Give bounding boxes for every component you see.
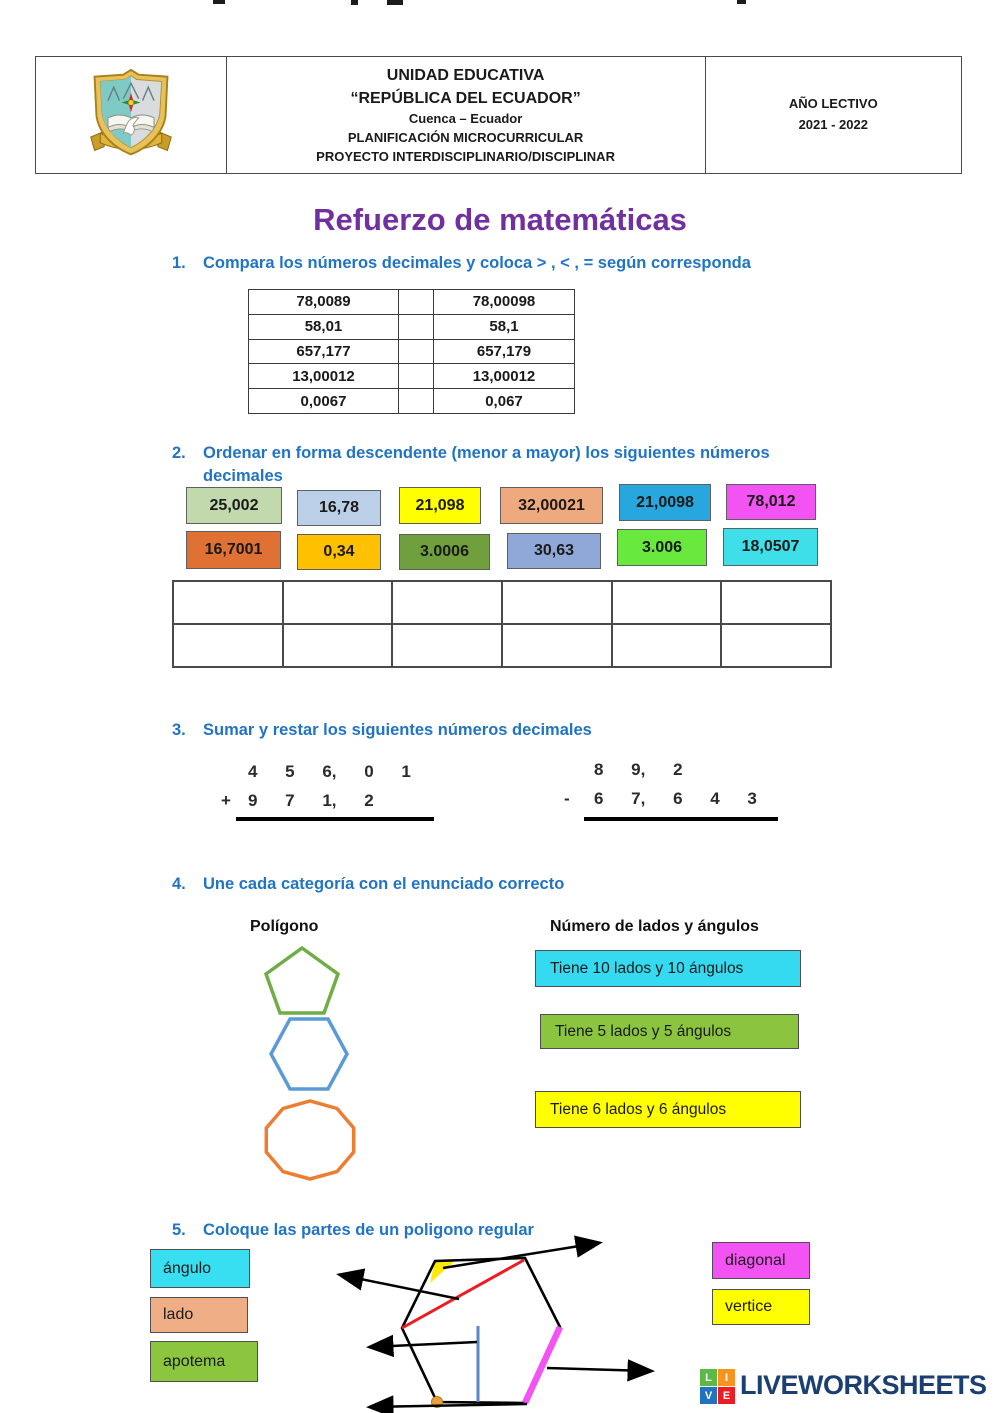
- q1-cell-right: 0,067: [434, 389, 575, 414]
- q1-answer-cell[interactable]: [399, 389, 434, 414]
- number-tile[interactable]: 25,002: [186, 487, 282, 524]
- q2-heading: [172, 444, 770, 463]
- q4-option-5-lados[interactable]: Tiene 5 lados y 5 ángulos: [540, 1014, 799, 1049]
- arrow-apotema: [371, 1342, 477, 1347]
- subtraction-rule-line: [584, 817, 778, 821]
- liveworksheets-logo-icon: [700, 1369, 735, 1404]
- q1-text: Compara los números decimales y coloca > , < , = según corresponda: [203, 254, 751, 272]
- table-row: [249, 339, 575, 364]
- answer-cell[interactable]: [502, 581, 612, 624]
- q3-subtraction-row1: 8 9, 2: [594, 760, 683, 779]
- scan-artifact: [737, 0, 746, 4]
- q1-cell-left: 0,0067: [249, 389, 399, 414]
- answer-cell[interactable]: [721, 581, 831, 624]
- year-label: AÑO LECTIVO: [788, 96, 878, 112]
- plus-sign: +: [221, 791, 231, 810]
- q4-heading: [172, 875, 564, 894]
- scan-artifact: [213, 0, 225, 4]
- q3-text: Sumar y restar los siguientes números decimales: [203, 721, 592, 739]
- answer-cell[interactable]: [173, 581, 283, 624]
- school-name-quoted: “REPÚBLICA DEL ECUADOR”: [350, 89, 581, 107]
- q5-label-vertice[interactable]: vertice: [712, 1289, 810, 1325]
- q1-cell-right: 58,1: [434, 314, 575, 339]
- addition-rule-line: [236, 817, 434, 821]
- q1-cell-left: 78,0089: [249, 290, 399, 315]
- number-tile[interactable]: 16,78: [297, 490, 381, 526]
- answer-cell[interactable]: [173, 624, 283, 667]
- q1-number: 1.: [172, 254, 186, 272]
- diagonal-line: [402, 1260, 524, 1328]
- q4-text: Une cada categoría con el enunciado correcto: [203, 875, 565, 893]
- header-table: [35, 56, 962, 174]
- school-crest-logo: [83, 68, 179, 162]
- q1-cell-right: 657,179: [434, 339, 575, 364]
- q1-heading: [172, 254, 751, 273]
- number-tile[interactable]: 30,63: [507, 533, 601, 569]
- q3-number: 3.: [172, 721, 186, 739]
- number-tile[interactable]: 18,0507: [723, 528, 818, 566]
- answer-cell[interactable]: [392, 624, 502, 667]
- q1-answer-cell[interactable]: [399, 364, 434, 389]
- q4-number: 4.: [172, 875, 186, 893]
- answer-cell[interactable]: [612, 624, 722, 667]
- logo-square-e: E: [718, 1387, 735, 1404]
- logo-square-l: L: [700, 1369, 717, 1386]
- arrow-vertex: [443, 1243, 598, 1268]
- number-tile[interactable]: 21,098: [399, 487, 481, 524]
- answer-cell[interactable]: [283, 581, 393, 624]
- hexagon[interactable]: [271, 1019, 347, 1089]
- logo-square-i: I: [718, 1369, 735, 1386]
- doc-line2: PROYECTO INTERDISCIPLINARIO/DISCIPLINAR: [316, 148, 615, 164]
- q1-answer-cell[interactable]: [399, 290, 434, 315]
- q3-addition-row1: 4 5 6, 0 1: [248, 762, 411, 781]
- q5-label-angulo[interactable]: ángulo: [150, 1249, 250, 1288]
- q2-number: 2.: [172, 444, 186, 462]
- q5-label-lado[interactable]: lado: [150, 1297, 248, 1333]
- q1-cell-left: 13,00012: [249, 364, 399, 389]
- minus-sign: -: [564, 789, 570, 808]
- number-tile[interactable]: 16,7001: [186, 531, 281, 569]
- hexagon-shape: [268, 1016, 350, 1092]
- q2-heading-line2: [203, 467, 283, 486]
- table-row: [249, 364, 575, 389]
- number-tile[interactable]: 3.0006: [399, 534, 490, 570]
- arrow-diagonal: [341, 1275, 459, 1299]
- q1-comparison-table: [248, 289, 575, 414]
- header-center-cell: [227, 57, 706, 173]
- q1-cell-left: 58,01: [249, 314, 399, 339]
- page-title: Refuerzo de matemáticas: [313, 202, 687, 237]
- q5-label-diagonal[interactable]: diagonal: [712, 1242, 810, 1279]
- number-tile[interactable]: 21,0098: [619, 484, 711, 521]
- q1-cell-right: 78,00098: [434, 290, 575, 315]
- q3-addition-row2: 9 7 1, 2: [248, 791, 374, 810]
- scan-artifact: [387, 0, 403, 5]
- table-row: [249, 314, 575, 339]
- arrow-side: [547, 1368, 650, 1371]
- q2-text-line2: decimales: [203, 467, 283, 485]
- q3-heading: [172, 721, 592, 740]
- number-tile[interactable]: 3.006: [617, 529, 707, 566]
- school-location: Cuenca – Ecuador: [408, 110, 523, 126]
- answer-cell[interactable]: [721, 624, 831, 667]
- pentagon-shape: [262, 944, 342, 1016]
- answer-cell[interactable]: [612, 581, 722, 624]
- header-year-cell: [706, 57, 961, 173]
- pentagon[interactable]: [266, 948, 338, 1013]
- q1-cell-left: 657,177: [249, 339, 399, 364]
- number-tile[interactable]: 78,012: [726, 484, 816, 520]
- q4-left-header: Polígono: [250, 918, 319, 935]
- number-tile[interactable]: 0,34: [297, 534, 381, 570]
- scan-artifact: [351, 0, 358, 5]
- highlighted-side: [525, 1327, 560, 1403]
- q1-answer-cell[interactable]: [399, 339, 434, 364]
- q1-answer-cell[interactable]: [399, 314, 434, 339]
- q5-label-apotema[interactable]: apotema: [150, 1341, 258, 1382]
- q3-subtraction-row2: 6 7, 6 4 3: [594, 789, 757, 808]
- q4-option-6-lados[interactable]: Tiene 6 lados y 6 ángulos: [535, 1091, 801, 1128]
- header-logo-cell: [36, 57, 227, 173]
- decagon-shape: [260, 1098, 360, 1182]
- logo-square-v: V: [700, 1387, 717, 1404]
- number-tile[interactable]: 32,00021: [500, 487, 603, 524]
- q4-right-header: Número de lados y ángulos: [550, 918, 759, 935]
- doc-line1: PLANIFICACIÓN MICROCURRICULAR: [347, 129, 584, 145]
- year-value: 2021 - 2022: [798, 117, 868, 132]
- answer-cell[interactable]: [392, 581, 502, 624]
- school-name: UNIDAD EDUCATIVA: [386, 66, 545, 84]
- answer-cell[interactable]: [502, 624, 612, 667]
- q5-polygon-diagram: [330, 1230, 670, 1413]
- q5-text: Coloque las partes de un poligono regular: [203, 1221, 534, 1239]
- q2-answer-grid: [172, 580, 832, 668]
- q2-text-line1: Ordenar en forma descendente (menor a mayor) los siguientes números: [203, 444, 770, 462]
- q4-option-10-lados[interactable]: Tiene 10 lados y 10 ángulos: [535, 950, 801, 987]
- table-row: [249, 290, 575, 315]
- decagon[interactable]: [266, 1101, 353, 1179]
- arrow-bottom-side: [371, 1404, 527, 1407]
- q5-number: 5.: [172, 1221, 186, 1239]
- table-row: [249, 389, 575, 414]
- answer-cell[interactable]: [283, 624, 393, 667]
- liveworksheets-wordmark: LIVEWORKSHEETS: [740, 1370, 987, 1400]
- q1-cell-right: 13,00012: [434, 364, 575, 389]
